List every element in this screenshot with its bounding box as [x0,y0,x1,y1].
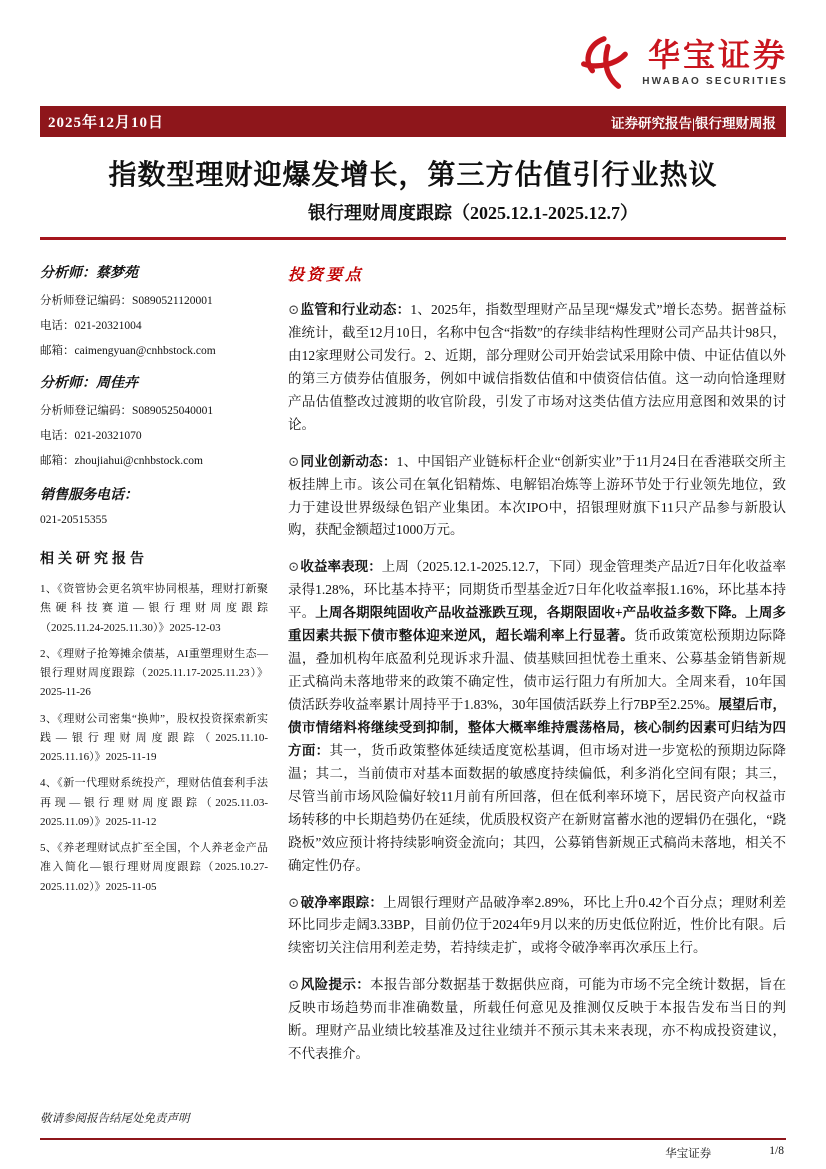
brand-name-en: HWABAO SECURITIES [642,76,788,88]
bullet-circle-icon: ⊙ [288,302,300,317]
page-header [0,0,826,92]
related-report-item: 5、《养老理财试点扩至全国，个人养老金产品准入简化—银行理财周度跟踪（2025.10.27-2025.11.02）》2025-11-05 [40,842,268,893]
paragraph-text: 货币政策宽松预期边际降温，叠加机构年底盈利兑现诉求升温、债基赎回担忧卷土重来、公募基金销售新规正式稿尚未落地带来的政策不确定性，债市运行阻力有所加大。全周来看，10年国债活跃券收益率累计周持平于1.83%，30年国债活跃券上行7BP至2.25%。 [288,628,787,712]
sales-phone-number: 021-20515355 [40,514,108,526]
paragraph-text: 上周（2025.12.1-2025.12.7，下同）现金管理类产品近7日年化收益率录得1.28%，环比基本持平；同期货币型基金近7日年化收益率报1.16%，环比基本持平。 [288,559,786,621]
paragraph-label: 破净率跟踪： [300,894,384,910]
investment-highlights-title: 投资要点 [288,267,365,284]
analyst-email: 邮箱：zhoujiahui@cnhbstock.com [40,455,203,467]
paragraph-text-bold: 展望后市，债市情绪料将继续受到抑制，整体大概率维持震荡格局，核心制约因素可归结为四方面： [288,697,787,758]
brand-name: 华宝证券 [647,36,788,73]
analyst-role: 分析师：蔡梦苑 [40,266,138,281]
report-subtitle: 银行理财周度跟踪（2025.12.1-2025.12.7） [308,203,638,223]
footer-brand: 华宝证券 [665,1148,712,1160]
paragraph-regulatory-dynamics [288,299,786,437]
paragraph-label: 同业创新动态： [300,453,397,469]
paragraph-yield-performance [288,556,786,877]
footer-disclaimer: 敬请参阅报告结尾处免责声明 [40,1113,190,1125]
related-reports-title: 相关研究报告 [40,552,148,567]
related-report-item: 1、《资管协会更名筑牢协同根基，理财打新聚焦硬科技赛道—银行理财周度跟踪（2025.11.24-2025.11.30）》2025-12-03 [40,583,268,634]
paragraph-text: 1、2025年，指数型理财产品呈现“爆发式”增长态势。据普益标准统计，截至12月10日，名称中包含“指数”的存续非结构性理财公司产品共计98只，由12家理财公司发行。2、近期，部分理财公司开始尝试采用除中债、中证估值以外的第三方债券估值服务，例如中诚信指数估值和中债资信估值。这一动向恰逢理财产品估值整改过渡期的收官阶段，引发了市场对这类估值方法应用意图和效果的讨论。 [288,302,787,432]
analyst-reg-code: 分析师登记编码：S0890521120001 [40,295,213,307]
bullet-circle-icon: ⊙ [288,894,300,910]
main-content [288,262,786,1080]
paragraph-risk-warning [288,974,786,1066]
analyst-block [40,372,268,468]
related-report-item: 3、《理财公司密集“换帅”，股权投资探索新实践—银行理财周度跟踪（2025.11.10-2025.11.16）》2025-11-19 [40,712,268,763]
paragraph-text: 上周银行理财产品破净率2.89%，环比上升0.42个百分点；理财利差环比同步走阔3.33BP，目前仍位于2024年9月以来的历史低位附近，性价比有限。后续密切关注信用利差走势，若持续走扩，或将令破净率再次承压上行。 [288,894,786,956]
analyst-phone: 电话：021-20321070 [40,430,142,442]
analyst-phone: 电话：021-20321004 [40,320,142,332]
report-category: 证券研究报告|银行理财周报 [611,115,776,131]
footer-divider [40,1138,786,1140]
date-bar [40,106,786,137]
analyst-block [40,262,268,358]
footer-page-number: 1/8 [769,1145,784,1157]
paragraph-peer-innovation [288,451,786,543]
related-report-item: 2、《理财子抢筹摊余债基，AI重塑理财生态—银行理财周度跟踪（2025.11.17-2025.11.23）》2025-11-26 [40,647,268,699]
paragraph-label: 风险提示： [300,977,371,993]
content-columns [40,262,786,1080]
paragraph-text: 1、中国铝产业链标杆企业“创新实业”于11月24日在香港联交所主板挂牌上市。该公司在氧化铝精炼、电解铝冶炼等上游环节处于行业领先地位，致力于建设世界级绿色铝产业集团。本次IPO中，招银理财旗下11只产品参与新股认购，获配金额超过1000万元。 [288,453,786,538]
paragraph-label: 监管和行业动态： [300,302,411,317]
sales-phone-label: 销售服务电话： [40,488,138,503]
paragraph-label: 收益率表现： [300,559,382,575]
analyst-reg-code: 分析师登记编码：S0890525040001 [40,405,214,417]
page-footer [0,1110,826,1169]
sidebar [40,262,268,904]
hwabao-logo [574,34,788,92]
report-title: 指数型理财迎爆发增长，第三方估值引行业热议 [108,160,718,191]
bullet-circle-icon: ⊙ [288,453,300,469]
paragraph-text: 本报告部分数据基于数据供应商，可能为市场不完全统计数据，旨在反映市场趋势而非准确数量，所载任何意见及推测仅反映于本报告发布当日的判断。理财产品业绩比较基准及过往业绩并不预示其未来表现，亦不构成投资建议，不代表推介。 [288,977,787,1062]
bullet-circle-icon: ⊙ [288,977,300,993]
paragraph-breakeven-tracking [288,892,786,961]
paragraph-text: 其一，货币政策整体延续适度宽松基调，但市场对进一步宽松的预期边际降温；其二，当前债市对基本面数据的敏感度持续偏低，利多消化空间有限；其三，尽管当前市场风险偏好较11月前有所回落，但在低利率环境下，居民资产向权益市场转移的中长期趋势仍在延续，优质股权资产在新财富蓄水池的逻辑仍在强化，“跷跷板”效应预计将持续影响资金流向；其四，公募销售新规正式稿尚未落地，相关不确定性仍存。 [288,742,787,873]
report-date: 2025年12月10日 [48,115,165,131]
analyst-email: 邮箱：caimengyuan@cnhbstock.com [40,345,216,357]
hwabao-logo-mark-icon [574,34,632,92]
paragraph-text-bold: 上周各期限纯固收产品收益涨跌互现，各期限固收+产品收益多数下降。上周多重因素共振下债市整体迎来逆风，超长端利率上行显著。 [288,605,786,644]
title-divider [40,237,786,240]
bullet-circle-icon: ⊙ [288,559,300,575]
related-report-item: 4、《新一代理财系统投产，理财估值套利手法再现—银行理财周度跟踪（2025.11.03-2025.11.09）》2025-11-12 [40,777,268,828]
analyst-role: 分析师：周佳卉 [40,376,138,391]
